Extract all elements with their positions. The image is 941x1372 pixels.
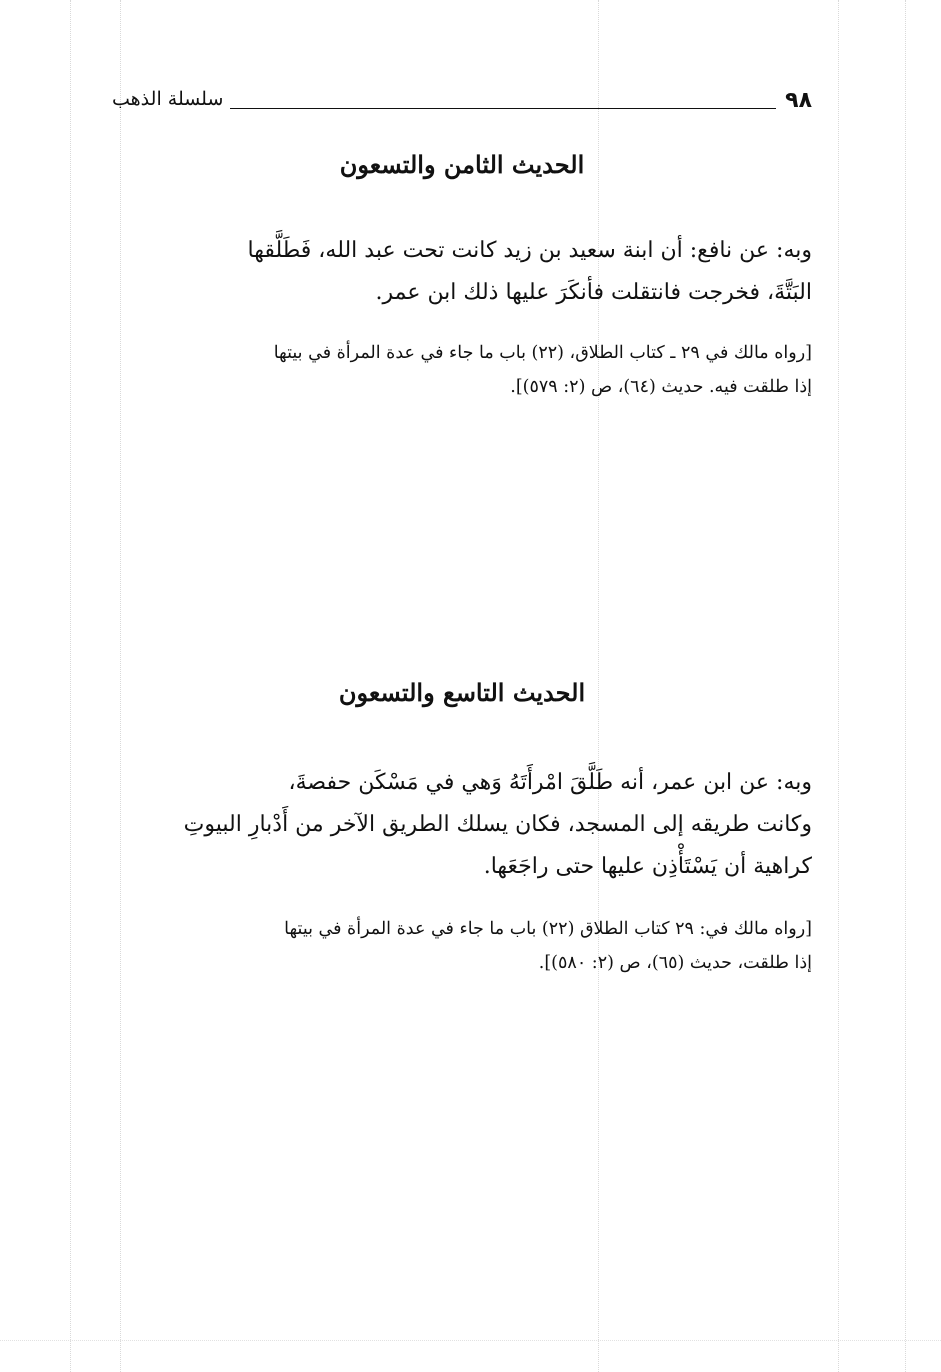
text-line: وبه: عن ابن عمر، أنه طَلَّقَ امْرأَتَهُ وَهي في مَسْكَن حفصةَ، — [288, 770, 812, 795]
source-note — [108, 912, 812, 980]
hadith-text — [108, 230, 812, 314]
scan-guide-line — [905, 0, 906, 1372]
note-line: إذا طلقت فيه. حديث (٦٤)، ص (٢: ٥٧٩)]. — [510, 377, 812, 397]
header-rule — [230, 108, 776, 109]
hadith-text — [108, 762, 812, 888]
section-title: الحديث التاسع والتسعون — [338, 678, 586, 707]
text-line: وبه: عن نافع: أن ابنة سعيد بن زيد كانت تحت عبد الله، فَطَلَّقها — [247, 238, 812, 263]
scan-guide-line — [838, 0, 839, 1372]
scan-guide-line — [0, 1340, 941, 1341]
book-title: سلسلة الذهب — [112, 88, 224, 110]
text-line: البَتَّةَ، فخرجت فانتقلت فأنكَرَ عليها ذلك ابن عمر. — [375, 280, 812, 305]
section-title: الحديث الثامن والتسعون — [339, 150, 585, 179]
page-number: ٩٨ — [785, 88, 812, 113]
note-line: [رواه مالك في: ٢٩ كتاب الطلاق (٢٢) باب ما جاء في عدة المرأة في بيتها — [284, 919, 812, 939]
note-line: [رواه مالك في ٢٩ ـ كتاب الطلاق، (٢٢) باب ما جاء في عدة المرأة في بيتها — [273, 343, 812, 363]
scan-guide-line — [70, 0, 71, 1372]
source-note — [108, 336, 812, 404]
text-line: كراهية أن يَسْتَأْذِن عليها حتى راجَعَها. — [483, 854, 812, 879]
note-line: إذا طلقت، حديث (٦٥)، ص (٢: ٥٨٠)]. — [538, 953, 812, 973]
text-line: وكانت طريقه إلى المسجد، فكان يسلك الطريق الآخر من أَدْبارِ البيوتِ — [183, 812, 812, 837]
page-header — [112, 88, 812, 118]
